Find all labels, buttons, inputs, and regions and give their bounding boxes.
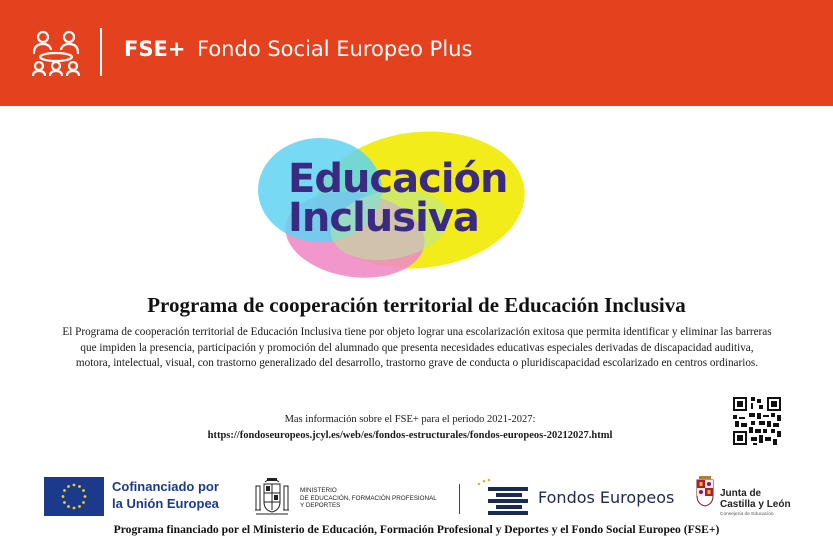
- logo-line-2: Inclusiva: [288, 195, 479, 241]
- banner-title: Fondo Social Europeo Plus: [197, 37, 473, 61]
- more-info-link[interactable]: https://fondoseuropeos.jcyl.es/web/es/fondos-estructurales/fondos-europeos-20212027.html: [207, 430, 613, 441]
- group-people-icon: [30, 28, 82, 76]
- funding-footer: Programa financiado por el Ministerio de Educación, Formación Profesional y Deportes y el Fondo Social Europeo (FSE+): [113, 523, 720, 536]
- castilla-leon-shield-icon: [695, 474, 715, 508]
- fondos-europeos-text: Fondos Europeos: [538, 488, 675, 507]
- fondos-europeos-logo-icon: [474, 477, 534, 517]
- eu-cofinanced-text: Cofinanciado por la Unión Europea: [112, 479, 219, 511]
- spain-coat-of-arms-icon: [254, 476, 290, 518]
- program-description: El Programa de cooperación territorial de Educación Inclusiva tiene por objeto lograr una escolarización exitosa que permita identificar y eliminar las barreras que impiden la presencia, participación y promoción del alumnado que presenta necesidades educativas especiales derivadas de discapacidad auditiva, motora, intelectual, visual, con trastorno generalizado del desarrollo, trastorno grave de conducta o pluridiscapacidad escolarizado en centros ordinarios.: [62, 326, 772, 369]
- banner-divider: [100, 28, 102, 76]
- logo-separator: [459, 484, 460, 514]
- logo-line-1: Educación: [288, 156, 508, 202]
- eu-flag-icon: [44, 477, 104, 516]
- program-title: Programa de cooperación territorial de Educación Inclusiva: [147, 293, 686, 317]
- more-info-label: Mas información sobre el FSE+ para el periodo 2021-2027:: [284, 414, 536, 425]
- junta-castilla-leon-text: Junta de Castilla y León: [720, 488, 791, 510]
- ministry-name: MINISTERIO DE EDUCACIÓN, FORMACIÓN PROFESIONAL Y DEPORTES: [300, 487, 437, 509]
- fse-brand: FSE+: [124, 37, 186, 61]
- header-banner: [0, 0, 833, 106]
- consejeria-text: Consejería de Educación: [720, 512, 774, 517]
- qr-code-icon[interactable]: [733, 397, 781, 445]
